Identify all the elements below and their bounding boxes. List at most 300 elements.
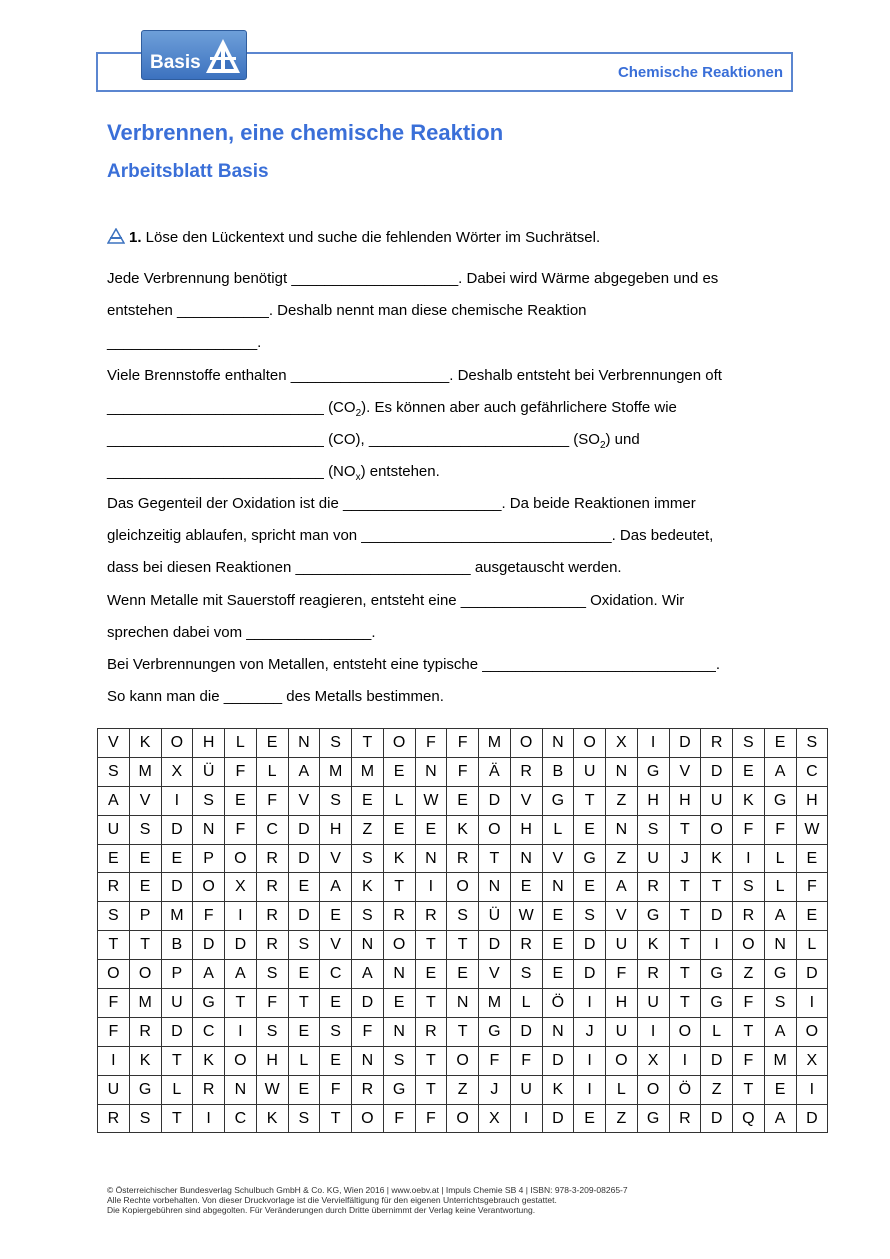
grid-cell: T — [669, 960, 701, 989]
grid-cell: I — [510, 1104, 542, 1133]
grid-cell: C — [320, 960, 352, 989]
grid-cell: S — [796, 729, 828, 758]
grid-cell: R — [98, 1104, 130, 1133]
grid-cell: N — [352, 931, 384, 960]
grid-cell: C — [256, 815, 288, 844]
grid-cell: N — [510, 844, 542, 873]
grid-cell: S — [574, 902, 606, 931]
grid-cell: V — [479, 960, 511, 989]
text-line: __________________________ $(CO_2)$. Es können aber auch gefährlichere Stoffe wie — [107, 399, 677, 419]
word-search-grid — [97, 728, 828, 1133]
grid-cell: D — [701, 757, 733, 786]
grid-cell: A — [98, 786, 130, 815]
grid-cell: G — [574, 844, 606, 873]
grid-cell: R — [415, 902, 447, 931]
grid-cell: E — [415, 815, 447, 844]
grid-cell: F — [606, 960, 638, 989]
grid-cell: K — [701, 844, 733, 873]
grid-cell: N — [606, 757, 638, 786]
grid-cell: G — [383, 1075, 415, 1104]
grid-cell: O — [225, 1046, 257, 1075]
grid-cell: R — [669, 1104, 701, 1133]
grid-cell: O — [669, 1017, 701, 1046]
grid-cell: B — [161, 931, 193, 960]
grid-cell: N — [415, 844, 447, 873]
grid-cell: A — [352, 960, 384, 989]
grid-cell: M — [129, 757, 161, 786]
grid-cell: L — [764, 873, 796, 902]
grid-cell: T — [98, 931, 130, 960]
grid-cell: G — [764, 960, 796, 989]
grid-cell: E — [161, 844, 193, 873]
grid-cell: O — [129, 960, 161, 989]
grid-cell: Z — [352, 815, 384, 844]
grid-cell: P — [129, 902, 161, 931]
grid-cell: R — [447, 844, 479, 873]
grid-cell: U — [98, 815, 130, 844]
logo-text: Basis — [150, 52, 201, 73]
task-number: 1. — [129, 229, 142, 246]
grid-cell: Ö — [669, 1075, 701, 1104]
grid-cell: F — [510, 1046, 542, 1075]
grid-cell: A — [606, 873, 638, 902]
grid-cell: I — [415, 873, 447, 902]
grid-cell: U — [574, 757, 606, 786]
grid-cell: N — [764, 931, 796, 960]
grid-cell: E — [288, 960, 320, 989]
grid-cell: L — [796, 931, 828, 960]
grid-cell: E — [542, 931, 574, 960]
grid-cell: R — [637, 873, 669, 902]
grid-cell: L — [383, 786, 415, 815]
grid-cell: G — [542, 786, 574, 815]
grid-cell: L — [225, 729, 257, 758]
grid-cell: I — [574, 1075, 606, 1104]
grid-cell: R — [98, 873, 130, 902]
grid-cell: D — [796, 1104, 828, 1133]
grid-cell: W — [510, 902, 542, 931]
grid-cell: A — [764, 1104, 796, 1133]
grid-cell: E — [764, 1075, 796, 1104]
grid-cell: R — [256, 873, 288, 902]
grid-cell: U — [637, 844, 669, 873]
grid-cell: I — [637, 1017, 669, 1046]
grid-cell: S — [320, 729, 352, 758]
grid-cell: K — [193, 1046, 225, 1075]
grid-cell: O — [510, 729, 542, 758]
grid-cell: D — [574, 931, 606, 960]
grid-cell: P — [161, 960, 193, 989]
text-line: entstehen ___________. Deshalb nennt man diese chemische Reaktion — [107, 302, 587, 319]
grid-cell: L — [510, 989, 542, 1018]
grid-cell: D — [288, 815, 320, 844]
grid-cell: D — [479, 786, 511, 815]
grid-cell: U — [637, 989, 669, 1018]
grid-cell: O — [383, 729, 415, 758]
grid-cell: N — [193, 815, 225, 844]
grid-cell: U — [161, 989, 193, 1018]
grid-cell: M — [320, 757, 352, 786]
grid-cell: H — [669, 786, 701, 815]
grid-cell: R — [637, 960, 669, 989]
grid-cell: F — [447, 757, 479, 786]
grid-cell: S — [98, 902, 130, 931]
grid-cell: L — [542, 815, 574, 844]
grid-row — [98, 844, 828, 873]
grid-cell: U — [701, 786, 733, 815]
grid-cell: Z — [606, 786, 638, 815]
grid-cell: S — [129, 815, 161, 844]
grid-cell: X — [161, 757, 193, 786]
page-subtitle: Arbeitsblatt Basis — [107, 161, 269, 182]
grid-cell: T — [669, 815, 701, 844]
grid-cell: S — [98, 757, 130, 786]
grid-cell: G — [701, 989, 733, 1018]
grid-cell: V — [129, 786, 161, 815]
grid-cell: G — [764, 786, 796, 815]
grid-row — [98, 902, 828, 931]
grid-cell: E — [510, 873, 542, 902]
grid-cell: U — [606, 931, 638, 960]
grid-cell: F — [764, 815, 796, 844]
grid-cell: E — [383, 815, 415, 844]
grid-cell: T — [447, 1017, 479, 1046]
grid-cell: F — [733, 815, 765, 844]
grid-cell: O — [447, 1046, 479, 1075]
grid-cell: H — [193, 729, 225, 758]
grid-cell: O — [98, 960, 130, 989]
grid-cell: M — [479, 729, 511, 758]
grid-cell: S — [288, 1104, 320, 1133]
grid-cell: V — [669, 757, 701, 786]
grid-cell: G — [479, 1017, 511, 1046]
grid-cell: H — [637, 786, 669, 815]
grid-cell: U — [606, 1017, 638, 1046]
grid-cell: F — [256, 786, 288, 815]
grid-cell: D — [510, 1017, 542, 1046]
grid-cell: E — [383, 989, 415, 1018]
grid-cell: F — [733, 1046, 765, 1075]
text-line: Das Gegenteil der Oxidation ist die ___________________. Da beide Reaktionen immer — [107, 495, 696, 512]
grid-cell: E — [256, 729, 288, 758]
grid-cell: S — [129, 1104, 161, 1133]
grid-cell: O — [161, 729, 193, 758]
grid-cell: O — [574, 729, 606, 758]
grid-cell: D — [542, 1104, 574, 1133]
grid-cell: E — [98, 844, 130, 873]
task-instruction — [107, 228, 600, 246]
grid-cell: I — [796, 989, 828, 1018]
grid-cell: J — [479, 1075, 511, 1104]
grid-cell: U — [510, 1075, 542, 1104]
grid-cell: O — [352, 1104, 384, 1133]
grid-cell: O — [796, 1017, 828, 1046]
grid-cell: V — [606, 902, 638, 931]
grid-cell: T — [701, 873, 733, 902]
grid-cell: K — [129, 729, 161, 758]
grid-cell: A — [225, 960, 257, 989]
grid-cell: N — [542, 1017, 574, 1046]
grid-cell: E — [796, 844, 828, 873]
grid-cell: O — [637, 1075, 669, 1104]
grid-cell: S — [733, 729, 765, 758]
grid-cell: K — [383, 844, 415, 873]
grid-cell: A — [193, 960, 225, 989]
grid-cell: F — [98, 1017, 130, 1046]
grid-cell: E — [129, 844, 161, 873]
grid-cell: R — [415, 1017, 447, 1046]
grid-cell: R — [510, 757, 542, 786]
grid-cell: E — [129, 873, 161, 902]
grid-cell: F — [479, 1046, 511, 1075]
grid-cell: R — [701, 729, 733, 758]
grid-cell: G — [637, 1104, 669, 1133]
grid-cell: N — [415, 757, 447, 786]
grid-cell: N — [542, 873, 574, 902]
grid-cell: E — [288, 1017, 320, 1046]
grid-cell: G — [637, 902, 669, 931]
grid-cell: M — [129, 989, 161, 1018]
grid-cell: E — [764, 729, 796, 758]
grid-cell: T — [669, 873, 701, 902]
grid-cell: F — [447, 729, 479, 758]
grid-cell: E — [796, 902, 828, 931]
grid-cell: T — [225, 989, 257, 1018]
grid-cell: F — [415, 729, 447, 758]
grid-cell: S — [193, 786, 225, 815]
grid-cell: O — [479, 815, 511, 844]
grid-cell: E — [574, 1104, 606, 1133]
grid-cell: E — [574, 873, 606, 902]
grid-cell: B — [542, 757, 574, 786]
grid-cell: H — [510, 815, 542, 844]
footer — [107, 1185, 628, 1215]
text-line: __________________________ $(NO_x)$ entstehen. — [107, 463, 440, 483]
grid-cell: S — [637, 815, 669, 844]
grid-cell: H — [796, 786, 828, 815]
grid-cell: K — [352, 873, 384, 902]
grid-cell: L — [161, 1075, 193, 1104]
grid-cell: E — [320, 989, 352, 1018]
grid-cell: V — [320, 844, 352, 873]
grid-cell: N — [606, 815, 638, 844]
grid-cell: X — [225, 873, 257, 902]
grid-cell: F — [225, 757, 257, 786]
grid-cell: T — [415, 1046, 447, 1075]
grid-cell: T — [320, 1104, 352, 1133]
grid-cell: O — [447, 873, 479, 902]
grid-cell: D — [701, 902, 733, 931]
grid-cell: A — [288, 757, 320, 786]
grid-cell: F — [225, 815, 257, 844]
grid-row — [98, 1104, 828, 1133]
grid-cell: E — [447, 960, 479, 989]
grid-cell: O — [193, 873, 225, 902]
grid-cell: K — [542, 1075, 574, 1104]
grid-cell: N — [479, 873, 511, 902]
triangle-logo-icon — [204, 37, 242, 75]
grid-cell: S — [510, 960, 542, 989]
grid-cell: E — [288, 1075, 320, 1104]
grid-cell: K — [129, 1046, 161, 1075]
grid-cell: O — [383, 931, 415, 960]
grid-cell: K — [256, 1104, 288, 1133]
grid-row — [98, 960, 828, 989]
grid-cell: N — [383, 1017, 415, 1046]
grid-cell: A — [764, 1017, 796, 1046]
text-line: Jede Verbrennung benötigt ____________________. Dabei wird Wärme abgegeben und es — [107, 270, 719, 287]
grid-cell: M — [352, 757, 384, 786]
grid-cell: R — [256, 844, 288, 873]
page-title: Verbrennen, eine chemische Reaktion — [107, 120, 504, 145]
grid-cell: Ü — [193, 757, 225, 786]
text-line: gleichzeitig ablaufen, spricht man von ______________________________. Das bedeutet, — [107, 527, 714, 544]
text-line: __________________________ (CO), ________________________ $(SO_2)$ und — [107, 431, 640, 451]
grid-cell: D — [225, 931, 257, 960]
grid-cell: R — [256, 902, 288, 931]
grid-row — [98, 1017, 828, 1046]
grid-cell: G — [637, 757, 669, 786]
grid-cell: D — [479, 931, 511, 960]
grid-cell: F — [98, 989, 130, 1018]
grid-cell: F — [193, 902, 225, 931]
grid-cell: S — [288, 931, 320, 960]
grid-cell: A — [764, 902, 796, 931]
grid-cell: E — [542, 960, 574, 989]
grid-cell: X — [637, 1046, 669, 1075]
grid-cell: Z — [733, 960, 765, 989]
grid-cell: V — [320, 931, 352, 960]
text-line: Bei Verbrennungen von Metallen, entsteht eine typische ____________________________. — [107, 656, 721, 673]
grid-cell: V — [288, 786, 320, 815]
grid-cell: I — [193, 1104, 225, 1133]
text-line: Viele Brennstoffe enthalten ___________________. Deshalb entsteht bei Verbrennungen oft — [107, 367, 722, 384]
grid-row — [98, 1046, 828, 1075]
grid-cell: X — [479, 1104, 511, 1133]
grid-cell: S — [320, 786, 352, 815]
grid-cell: T — [161, 1104, 193, 1133]
grid-cell: S — [733, 873, 765, 902]
grid-cell: I — [796, 1075, 828, 1104]
grid-cell: T — [669, 902, 701, 931]
grid-cell: O — [733, 931, 765, 960]
grid-cell: G — [129, 1075, 161, 1104]
grid-cell: R — [510, 931, 542, 960]
grid-cell: I — [98, 1046, 130, 1075]
grid-cell: Z — [606, 844, 638, 873]
grid-cell: S — [764, 989, 796, 1018]
grid-cell: T — [415, 1075, 447, 1104]
grid-cell: V — [98, 729, 130, 758]
grid-cell: D — [288, 902, 320, 931]
grid-cell: S — [352, 902, 384, 931]
grid-cell: E — [383, 757, 415, 786]
grid-cell: O — [606, 1046, 638, 1075]
grid-cell: E — [288, 873, 320, 902]
grid-row — [98, 989, 828, 1018]
grid-cell: C — [225, 1104, 257, 1133]
grid-cell: O — [701, 815, 733, 844]
grid-cell: T — [479, 844, 511, 873]
grid-cell: S — [320, 1017, 352, 1046]
grid-cell: M — [764, 1046, 796, 1075]
grid-cell: D — [352, 989, 384, 1018]
footer-line-1: © Österreichischer Bundesverlag Schulbuch GmbH & Co. KG, Wien 2016 | www.oebv.at | Impuls Chemie SB 4 | ISBN: 978-3-209-08265-7 — [107, 1185, 628, 1195]
grid-cell: Z — [447, 1075, 479, 1104]
text-line: __________________. — [107, 334, 262, 351]
grid-cell: T — [669, 931, 701, 960]
grid-cell: F — [796, 873, 828, 902]
grid-cell: F — [733, 989, 765, 1018]
grid-cell: A — [764, 757, 796, 786]
grid-cell: E — [352, 786, 384, 815]
grid-cell: S — [352, 844, 384, 873]
grid-cell: R — [383, 902, 415, 931]
grid-cell: Ü — [479, 902, 511, 931]
grid-cell: I — [637, 729, 669, 758]
grid-cell: N — [542, 729, 574, 758]
grid-cell: X — [606, 729, 638, 758]
grid-cell: K — [733, 786, 765, 815]
grid-cell: I — [574, 1046, 606, 1075]
grid-cell: E — [415, 960, 447, 989]
grid-cell: Z — [606, 1104, 638, 1133]
grid-cell: T — [733, 1075, 765, 1104]
grid-cell: T — [733, 1017, 765, 1046]
grid-cell: R — [256, 931, 288, 960]
grid-cell: I — [161, 786, 193, 815]
grid-cell: E — [574, 815, 606, 844]
grid-cell: T — [415, 989, 447, 1018]
grid-cell: D — [193, 931, 225, 960]
grid-cell: L — [701, 1017, 733, 1046]
grid-cell: H — [256, 1046, 288, 1075]
grid-row — [98, 815, 828, 844]
grid-cell: V — [510, 786, 542, 815]
footer-line-2: Alle Rechte vorbehalten. Von dieser Druckvorlage ist die Vervielfältigung für den eigenen Unterrichtsgebrauch gestattet. — [107, 1195, 557, 1205]
grid-cell: F — [415, 1104, 447, 1133]
grid-cell: N — [447, 989, 479, 1018]
grid-cell: F — [352, 1017, 384, 1046]
grid-cell: I — [225, 902, 257, 931]
grid-cell: D — [288, 844, 320, 873]
grid-cell: P — [193, 844, 225, 873]
grid-cell: T — [415, 931, 447, 960]
grid-cell: M — [479, 989, 511, 1018]
grid-cell: K — [447, 815, 479, 844]
grid-row — [98, 931, 828, 960]
grid-cell: F — [256, 989, 288, 1018]
basis-triangle-icon — [107, 228, 125, 244]
grid-cell: W — [415, 786, 447, 815]
grid-cell: R — [733, 902, 765, 931]
grid-row — [98, 757, 828, 786]
grid-cell: Z — [701, 1075, 733, 1104]
grid-cell: S — [383, 1046, 415, 1075]
grid-cell: S — [447, 902, 479, 931]
grid-cell: J — [574, 1017, 606, 1046]
grid-row — [98, 729, 828, 758]
grid-cell: R — [193, 1075, 225, 1104]
grid-cell: O — [447, 1104, 479, 1133]
grid-cell: G — [701, 960, 733, 989]
grid-cell: L — [288, 1046, 320, 1075]
grid-cell: T — [288, 989, 320, 1018]
grid-cell: E — [225, 786, 257, 815]
grid-cell: I — [733, 844, 765, 873]
text-line: sprechen dabei vom _______________. — [107, 624, 376, 641]
grid-cell: E — [542, 902, 574, 931]
